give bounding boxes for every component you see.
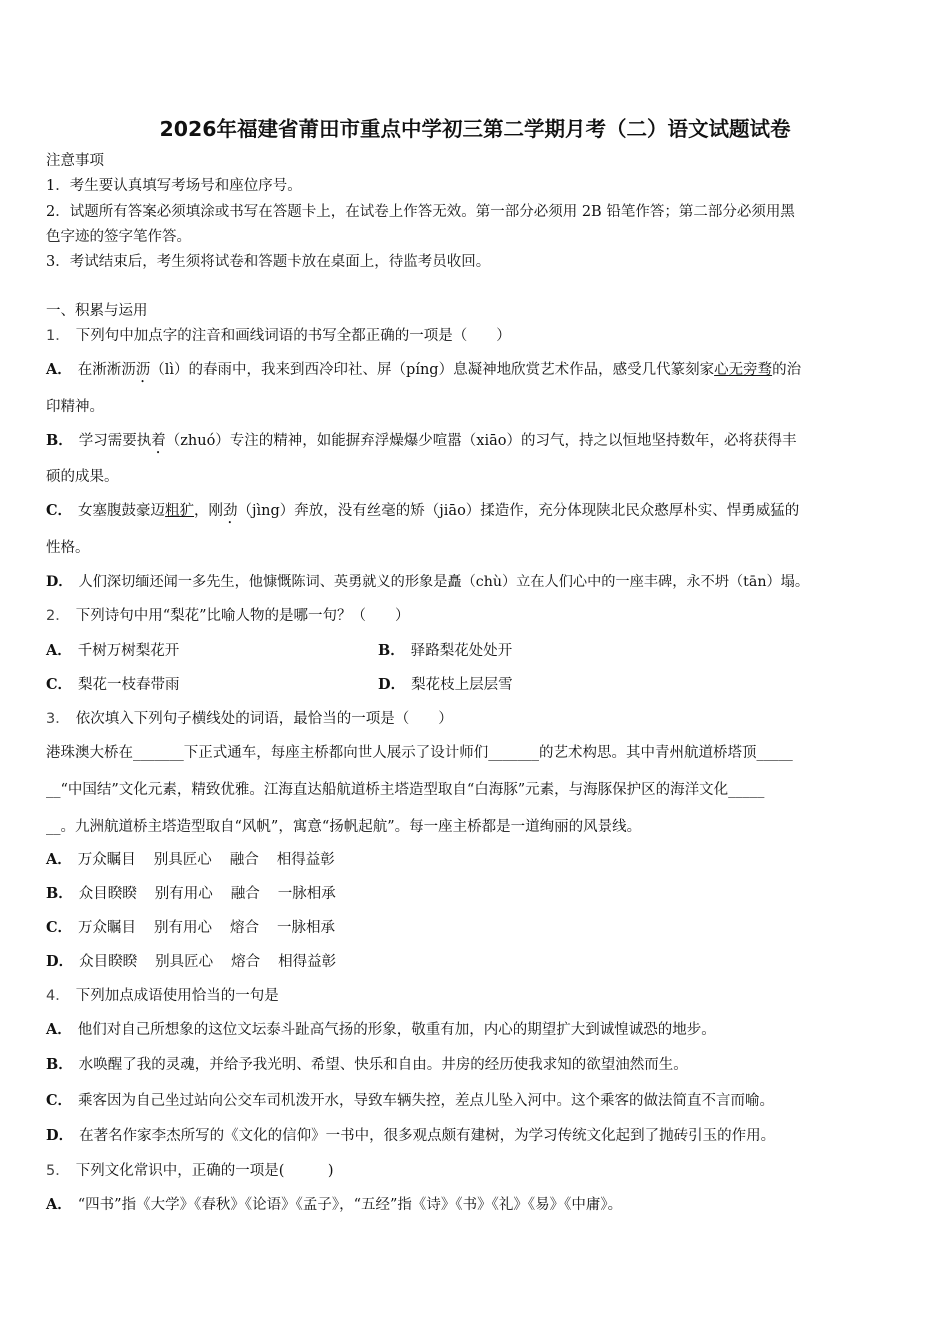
q2-option-a xyxy=(46,641,179,661)
option-text: 的治 xyxy=(772,362,802,378)
option-word: 万众瞩目 xyxy=(78,920,137,936)
option-text: 女塞腹鼓豪迈 xyxy=(78,503,166,519)
option-label: D． xyxy=(46,1127,74,1144)
notice-item: 色字迹的签字笔作答。 xyxy=(46,229,191,245)
question-number: 1． xyxy=(46,328,70,344)
q3-passage-line: __“中国结”文化元素，精致优雅。江海直达船航道桥主塔造型取自“白海豚”元素，与海豚保护区的海洋文化_____ xyxy=(46,782,765,798)
q4-option-c xyxy=(46,1091,774,1111)
option-label: C． xyxy=(46,1092,73,1109)
option-word: 相得益彰 xyxy=(278,954,337,970)
option-text: “四书”指《大学》《春秋》《论语》《孟子》，“五经”指《诗》《书》《礼》《易》《中庸》。 xyxy=(77,1197,623,1213)
option-text: 他们对自己所想象的这位文坛泰斗趾高气扬的形象，敬重有加，内心的期望扩大到诚惶诚恐的地步。 xyxy=(77,1022,716,1038)
notice-item: 2．试题所有答案必须填涂或书写在答题卡上，在试卷上作答无效。第一部分必须用 2B 铅笔作答；第二部分必须用黑 xyxy=(46,204,795,220)
notice-item: 1．考生要认真填写考场号和座位序号。 xyxy=(46,178,302,194)
question-text: 下列加点成语使用恰当的一句是 xyxy=(75,988,279,1004)
option-word: 万众瞩目 xyxy=(77,852,136,868)
q3-passage-line: 港珠澳大桥在_______下正式通车，每座主桥都向世人展示了设计师们_______的艺术构思。其中青州航道桥塔顶_____ xyxy=(46,745,793,761)
option-word: 别具匠心 xyxy=(155,954,214,970)
q1-option-c xyxy=(46,501,799,527)
q1-option-a xyxy=(46,360,801,386)
option-label: D． xyxy=(378,676,406,693)
option-word: 融合 xyxy=(230,886,260,902)
q1-option-d xyxy=(46,572,809,592)
option-text: 驿路梨花处处开 xyxy=(410,643,513,659)
dotted-char: 劲 xyxy=(223,503,238,519)
page-title: 2026年福建省莆田市重点中学初三第二学期月考（二）语文试题试卷 xyxy=(159,117,791,141)
option-word: 别有用心 xyxy=(154,886,213,902)
option-text: 梨花枝上层层雪 xyxy=(411,677,513,693)
option-word: 别具匠心 xyxy=(153,852,212,868)
notice-item: 3．考试结束后，考生须将试卷和答题卡放在桌面上，待监考员收回。 xyxy=(46,254,491,270)
option-label: C． xyxy=(46,919,73,936)
question-number: 5． xyxy=(46,1163,70,1179)
question-2-stem xyxy=(46,606,410,626)
question-3-stem xyxy=(46,709,453,729)
question-5-stem xyxy=(46,1161,334,1181)
q3-passage-line: __。九洲航道桥主塔造型取自“风帆”，寓意“扬帆起航”。每一座主桥都是一道绚丽的风景线。 xyxy=(46,819,642,835)
option-label: D． xyxy=(46,953,74,970)
option-label: C． xyxy=(46,502,73,519)
question-number: 3． xyxy=(46,711,70,727)
q1-option-c-cont: 性格。 xyxy=(46,540,90,556)
option-label: D． xyxy=(46,574,73,590)
option-word: 熔合 xyxy=(230,920,260,936)
q2-option-d xyxy=(378,675,513,695)
question-text: 下列句中加点字的注音和画线词语的书写全都正确的一项是（ ） xyxy=(75,328,511,344)
question-text: 依次填入下列句子横线处的词语，最恰当的一项是（ ） xyxy=(75,711,453,727)
dotted-char: 着 xyxy=(151,433,166,449)
q5-option-a xyxy=(46,1195,622,1215)
question-number: 4． xyxy=(46,988,70,1004)
option-text: 乘客因为自己坐过站向公交车司机泼开水，导致车辆失控，差点儿坠入河中。这个乘客的做法简直不言而喻。 xyxy=(78,1093,775,1109)
q1-option-a-cont: 印精神。 xyxy=(46,399,104,415)
q3-option-c xyxy=(46,918,353,938)
option-label: B． xyxy=(46,885,73,902)
question-text: 下列诗句中用“梨花”比喻人物的是哪一句？（ ） xyxy=(75,608,410,624)
option-text: 梨花一枝春带雨 xyxy=(78,677,180,693)
question-text: 下列文化常识中，正确的一项是( ) xyxy=(75,1163,334,1179)
option-word: 众目睽睽 xyxy=(78,886,137,902)
question-4-stem xyxy=(46,986,279,1006)
option-word: 熔合 xyxy=(231,954,261,970)
option-text: 千树万树梨花开 xyxy=(77,643,180,659)
q1-option-b xyxy=(46,431,797,457)
option-text: 水唤醒了我的灵魂，并给予我光明、希望、快乐和自由。井房的经历使我求知的欲望油然而生。 xyxy=(78,1057,688,1073)
q3-option-a xyxy=(46,850,353,870)
option-label: A． xyxy=(46,1196,72,1213)
option-word: 融合 xyxy=(229,852,259,868)
option-label: B． xyxy=(46,1056,73,1073)
q2-option-c xyxy=(46,675,180,695)
section-heading: 一、积累与运用 xyxy=(46,303,148,319)
option-text: 在著名作家李杰所写的《文化的信仰》一书中，很多观点颇有建树，为学习传统文化起到了抛砖引玉的作用。 xyxy=(79,1128,776,1144)
option-label: A． xyxy=(46,851,72,868)
option-label: A． xyxy=(46,361,72,378)
option-word: 相得益彰 xyxy=(276,852,335,868)
question-1-stem xyxy=(46,326,511,346)
notice-heading: 注意事项 xyxy=(46,153,104,169)
option-label: B． xyxy=(378,642,405,659)
q4-option-b xyxy=(46,1055,688,1075)
option-text: 人们深切缅还闻一多先生，他慷慨陈词、英勇就义的形象是矗（chù）立在人们心中的一座丰碑，永不坍（tān）塌。 xyxy=(78,574,810,590)
option-text: ，刚 xyxy=(194,503,224,519)
option-label: B． xyxy=(46,432,73,449)
question-number: 2． xyxy=(46,608,70,624)
option-word: 一脉相承 xyxy=(277,920,336,936)
option-label: A． xyxy=(46,1021,72,1038)
option-text: （lì）的春雨中，我来到西冷印社、屏（píng）息凝神地欣赏艺术作品，感受几代篆刻家 xyxy=(150,362,715,378)
option-text: 在淅淅沥 xyxy=(77,362,136,378)
option-word: 别有用心 xyxy=(154,920,213,936)
option-text: （zhuó）专注的精神，如能摒弃浮燥爆少喧嚣（xiāo）的习气，持之以恒地坚持数年，必将获得丰 xyxy=(165,433,797,449)
option-word: 一脉相承 xyxy=(277,886,336,902)
dotted-char: 沥 xyxy=(135,362,151,378)
option-text: （jìng）奔放，没有丝毫的矫（jiāo）揉造作，充分体现陕北民众憨厚朴实、悍勇威猛的 xyxy=(237,503,800,519)
q3-option-b xyxy=(46,884,354,904)
option-word: 众目睽睽 xyxy=(79,954,138,970)
underlined-word: 粗犷 xyxy=(165,503,195,519)
q4-option-d xyxy=(46,1126,775,1146)
option-label: A． xyxy=(46,642,72,659)
q1-option-b-cont: 硕的成果。 xyxy=(46,469,119,485)
q4-option-a xyxy=(46,1020,716,1040)
q2-option-b xyxy=(378,641,512,661)
q3-option-d xyxy=(46,952,354,972)
option-label: C． xyxy=(46,676,73,693)
underlined-word: 心无旁骛 xyxy=(714,362,773,378)
option-text: 学习需要执 xyxy=(78,433,152,449)
